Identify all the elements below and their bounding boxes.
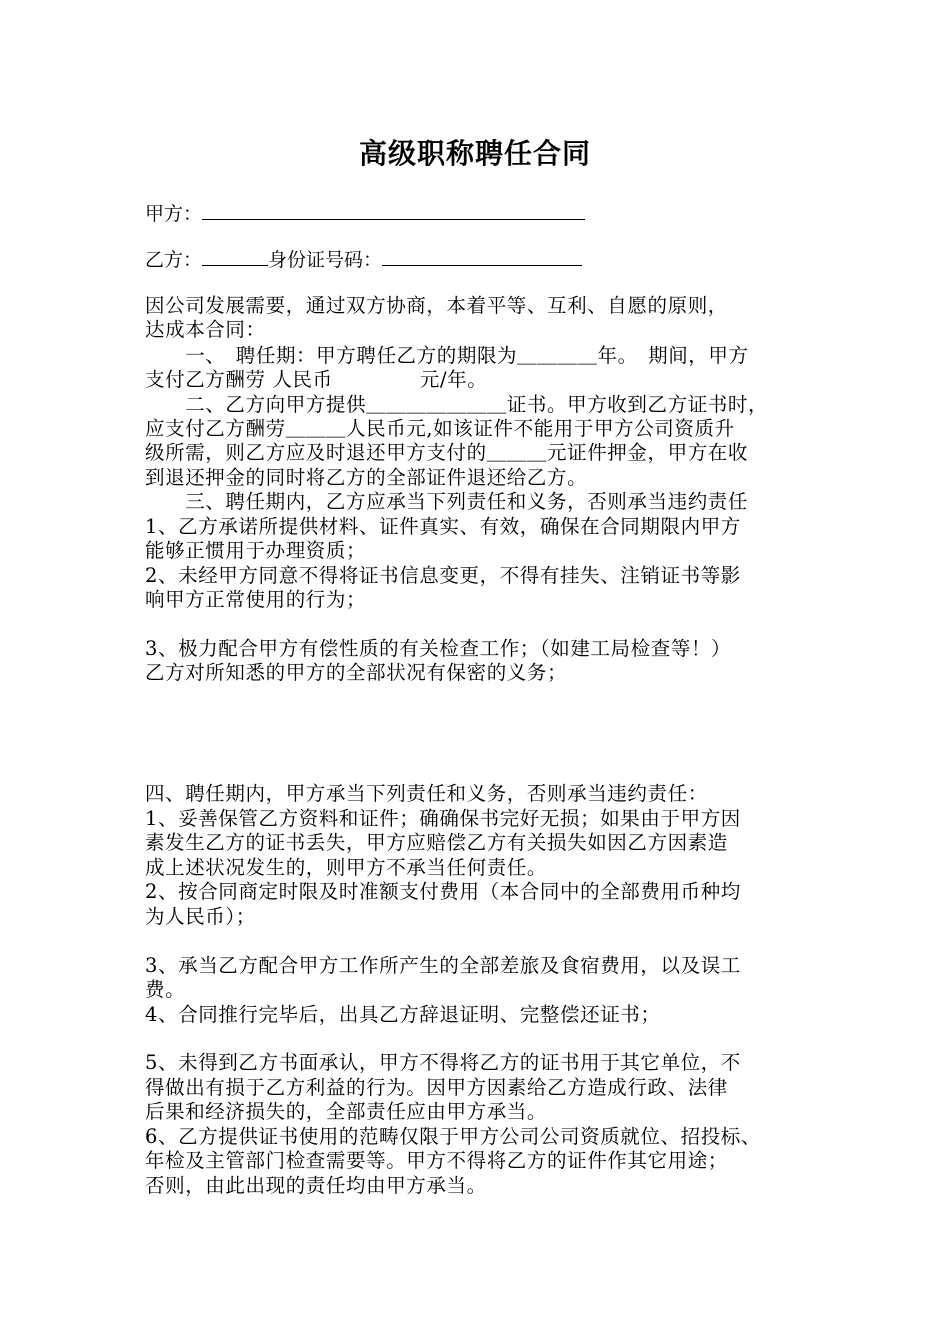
body-line: 成上述状况发生的，则甲方不承当任何责任。 [145,856,548,879]
body-line: 一、 聘任期：甲方聘任乙方的期限为＿＿＿＿年。 期间，甲方 [145,344,749,367]
body-line: 1、妥善保管乙方资料和证件；确确保书完好无损；如果由于甲方因 [145,807,741,830]
body-line: 能够正惯用于办理资质； [145,539,367,562]
body-line: 四、聘任期内，甲方承当下列责任和义务，否则承当违约责任： [145,782,708,805]
body-line: 三、聘任期内，乙方应承当下列责任和义务，否则承当违约责任 [145,490,749,513]
id-number-blank [382,247,582,266]
id-number-label: 身份证号码： [268,249,383,271]
body-line: 否则，由此出现的责任均由甲方承当。 [145,1174,487,1197]
body-line: 得做出有损于乙方利益的行为。因甲方因素给乙方造成行政、法律 [145,1076,728,1099]
body-line: 2、按合同商定时限及时准额支付费用（本合同中的全部费用币种均 [145,880,741,903]
body-line: 3、极力配合甲方有偿性质的有关检查工作；（如建工局检查等！） [145,637,732,660]
body-line: 3、承当乙方配合甲方工作所产生的全部差旅及食宿费用，以及误工 [145,954,741,977]
body-line: 素发生乙方的证书丢失，甲方应赔偿乙方有关损失如因乙方因素造 [145,831,728,854]
body-line: 响甲方正常使用的行为； [145,588,367,611]
party-b-name-blank [202,247,268,266]
body-line: 5、未得到乙方书面承认，甲方不得将乙方的证书用于其它单位，不 [145,1051,741,1074]
body-line: 到退还押金的同时将乙方的全部证件退还给乙方。 [145,466,588,489]
body-line: 支付乙方酬劳 人民币 元/年。 [145,368,488,391]
body-line: 年检及主管部门检查需要等。甲方不得将乙方的证件作其它用途； [145,1149,728,1172]
body-line: 乙方对所知悉的甲方的全部状况有保密的义务； [145,661,568,684]
body-line: 6、乙方提供证书使用的范畴仅限于甲方公司公司资质就位、招投标、 [145,1125,762,1148]
body-line: 2、未经甲方同意不得将证书信息变更，不得有挂失、注销证书等影 [145,564,741,587]
party-b-label: 乙方： [145,249,203,271]
party-a-label: 甲方： [145,203,203,225]
body-line: 因公司发展需要，通过双方协商，本着平等、互利、自愿的原则， [145,294,728,317]
body-line: 费。 [145,978,186,1001]
body-line: 为人民币）； [145,905,256,928]
body-line: 达成本合同： [145,318,266,341]
party-a-row [145,201,585,226]
page-title: 高级职称聘任合同 [358,137,591,170]
body-line: 级所需，则乙方应及时退还甲方支付的＿＿＿元证件押金，甲方在收 [145,441,749,464]
body-line: 应支付乙方酬劳＿＿＿人民币元,如该证件不能用于甲方公司资质升 [145,417,735,440]
body-line: 1、乙方承诺所提供材料、证件真实、有效，确保在合同期限内甲方 [145,515,741,538]
body-line: 二、乙方向甲方提供＿＿＿＿＿＿＿证书。甲方收到乙方证书时， [145,393,769,416]
party-a-blank [202,201,585,220]
body-line: 4、合同推行完毕后，出具乙方辞退证明、完整偿还证书； [145,1003,661,1026]
party-b-row [145,247,582,272]
body-line: 后果和经济损失的，全部责任应由甲方承当。 [145,1100,548,1123]
